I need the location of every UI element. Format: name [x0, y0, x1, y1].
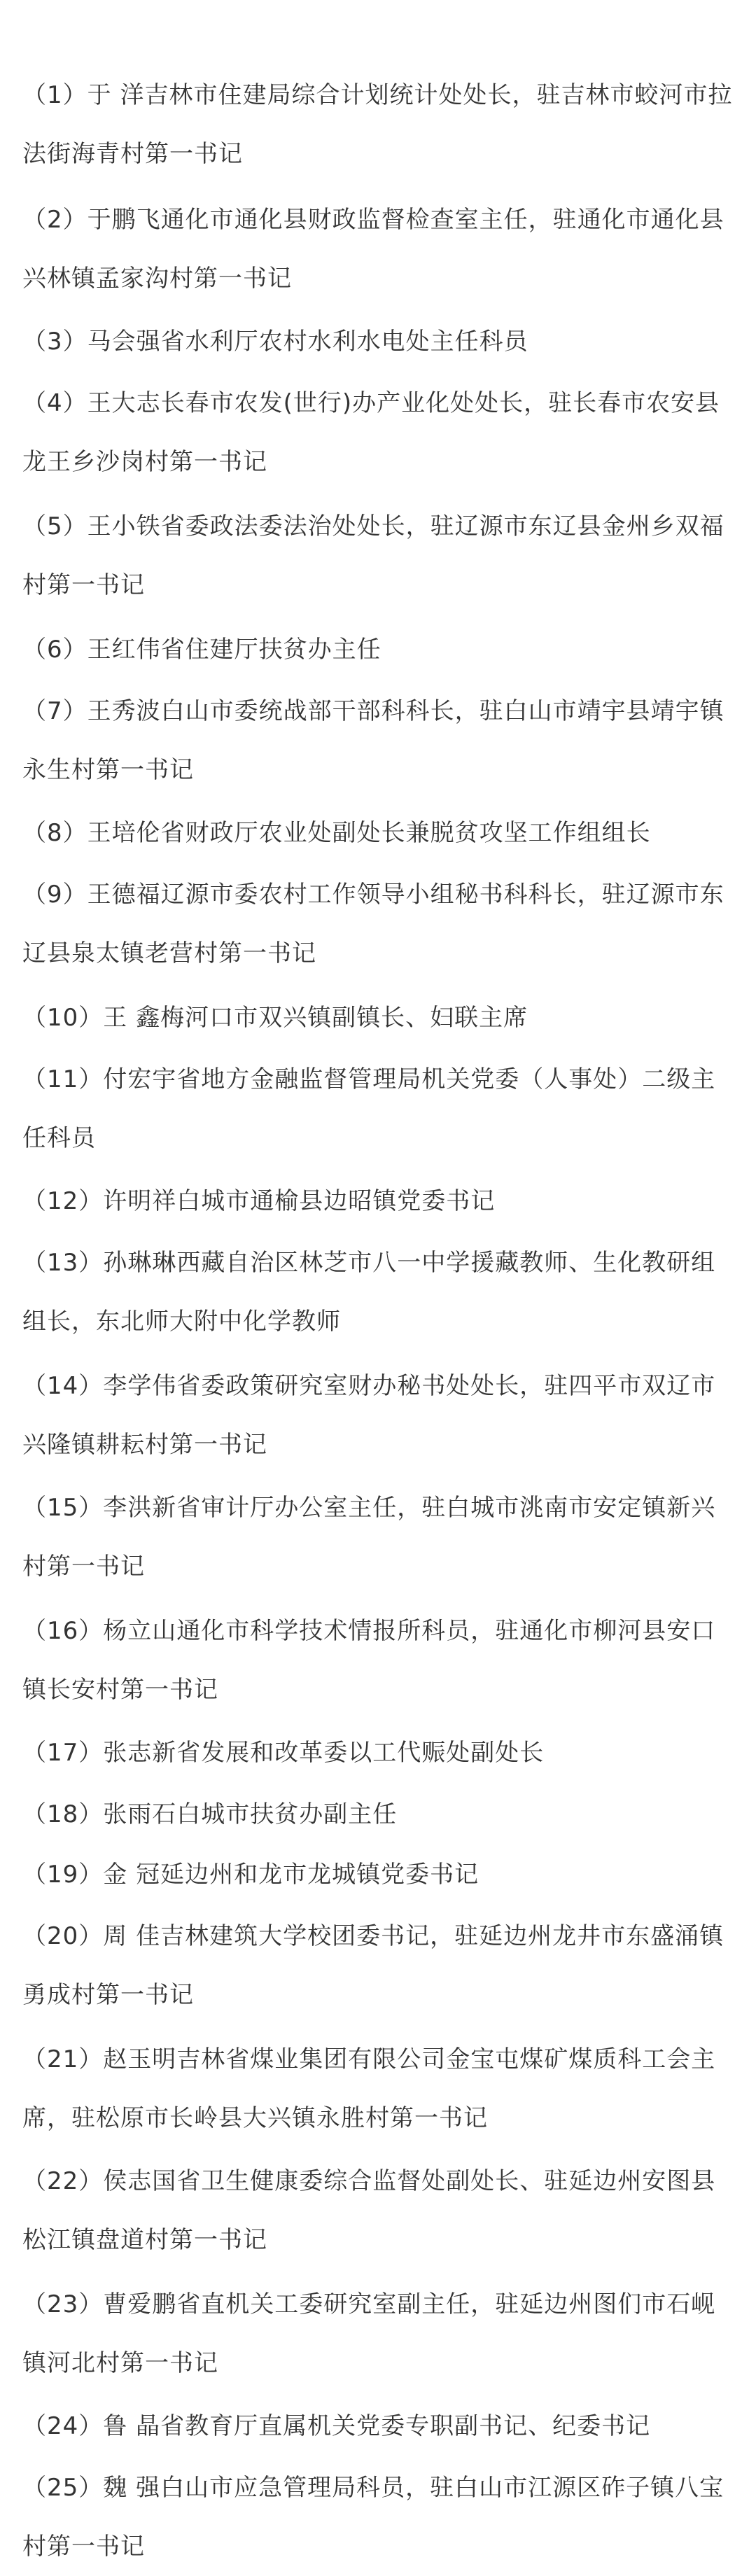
list-item: （9）王德福辽源市委农村工作领导小组秘书科科长，驻辽源市东辽县泉太镇老营村第一书记: [22, 881, 724, 967]
list-item: （3）马会强省水利厅农村水利水电处主任科员: [22, 328, 528, 356]
list-item: （2）于鹏飞通化市通化县财政监督检查室主任，驻通化市通化县兴林镇孟家沟村第一书记: [22, 206, 724, 293]
list-item: （7）王秀波白山市委统战部干部科科长，驻白山市靖宇县靖宇镇永生村第一书记: [22, 697, 724, 784]
list-item: （24）鲁 晶省教育厅直属机关党委专职副书记、纪委书记: [22, 2412, 651, 2440]
list-item: （4）王大志长春市农发(世行)办产业化处处长，驻长春市农安县龙王乡沙岗村第一书记: [22, 389, 720, 476]
list-item: （15）李洪新省审计厅办公室主任，驻白城市洮南市安定镇新兴村第一书记: [22, 1494, 716, 1581]
list-item: （6）王红伟省住建厅扶贫办主任: [22, 636, 382, 664]
list-item: （21）赵玉明吉林省煤业集团有限公司金宝屯煤矿煤质科工会主席，驻松原市长岭县大兴镇永胜村第一书记: [22, 2045, 716, 2132]
list-item: （10）王 鑫梅河口市双兴镇副镇长、妇联主席: [22, 1004, 528, 1032]
list-item: （5）王小铁省委政法委法治处处长，驻辽源市东辽县金州乡双福村第一书记: [22, 512, 724, 599]
list-item: （16）杨立山通化市科学技术情报所科员，驻通化市柳河县安口镇长安村第一书记: [22, 1617, 716, 1704]
list-item: （1）于 洋吉林市住建局综合计划统计处处长，驻吉林市蛟河市拉法街海青村第一书记: [22, 81, 733, 168]
list-item: （13）孙琳琳西藏自治区林芝市八一中学援藏教师、生化教研组组长，东北师大附中化学教师: [22, 1249, 716, 1336]
list-item: （12）许明祥白城市通榆县边昭镇党委书记: [22, 1187, 496, 1215]
list-item: （25）魏 强白山市应急管理局科员，驻白山市江源区砟子镇八宝村第一书记: [22, 2474, 724, 2561]
list-item: （8）王培伦省财政厅农业处副处长兼脱贫攻坚工作组组长: [22, 819, 651, 847]
list-item: （14）李学伟省委政策研究室财办秘书处处长，驻四平市双辽市兴隆镇耕耘村第一书记: [22, 1372, 716, 1459]
list-item: （19）金 冠延边州和龙市龙城镇党委书记: [22, 1861, 479, 1889]
list-item: （20）周 佳吉林建筑大学校团委书记，驻延边州龙井市东盛涌镇勇成村第一书记: [22, 1922, 724, 2009]
list-item: （17）张志新省发展和改革委以工代赈处副处长: [22, 1739, 545, 1767]
list-item: （22）侯志国省卫生健康委综合监督处副处长、驻延边州安图县松江镇盘道村第一书记: [22, 2167, 716, 2254]
list-item: （18）张雨石白城市扶贫办副主任: [22, 1800, 398, 1828]
list-item: （23）曹爱鹏省直机关工委研究室副主任，驻延边州图们市石岘镇河北村第一书记: [22, 2290, 716, 2377]
list-item: （11）付宏宇省地方金融监督管理局机关党委（人事处）二级主任科员: [22, 1065, 716, 1152]
